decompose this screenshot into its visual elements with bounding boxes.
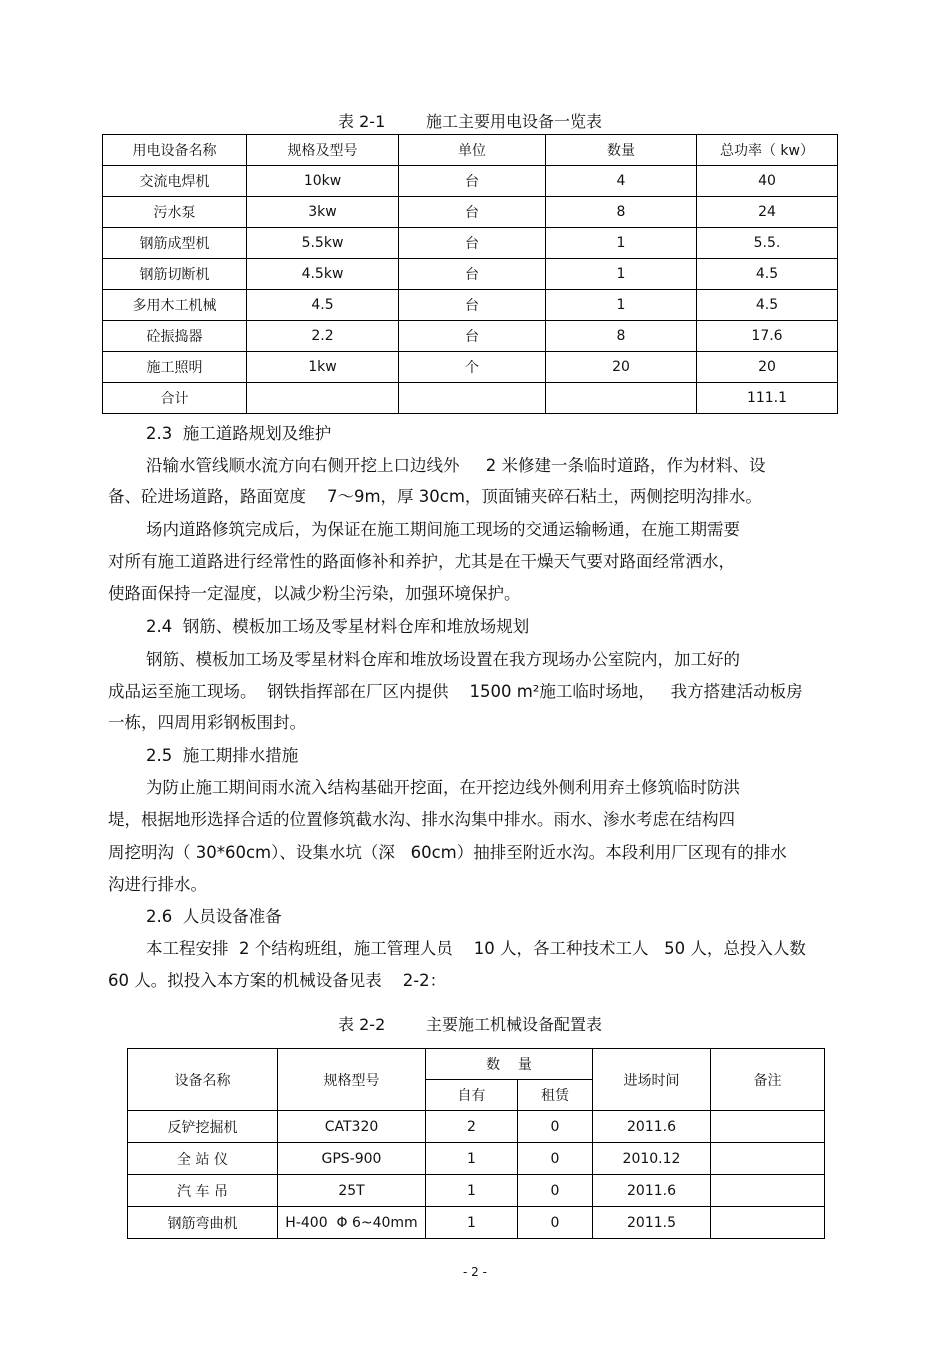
paragraph-line: 沿输水管线顺水流方向右侧开挖上口边线外 2 米修建一条临时道路，作为材料、设 xyxy=(146,456,766,475)
table-row xyxy=(103,321,838,352)
table-cell xyxy=(399,383,546,414)
paragraph-line: 钢筋、模板加工场及零星材料仓库和堆放场设置在我方现场办公室院内，加工好的 xyxy=(146,650,740,669)
header-cell: 数量 xyxy=(546,135,697,166)
header-cell: 自有 xyxy=(426,1080,518,1111)
table-cell: 40 xyxy=(697,166,838,197)
table-cell: 合计 xyxy=(103,383,247,414)
table-row xyxy=(103,197,838,228)
table-cell: 24 xyxy=(697,197,838,228)
header-cell: 规格型号 xyxy=(278,1049,426,1111)
table-cell: 砼振捣器 xyxy=(103,321,247,352)
table-cell: H-400 Φ 6~40mm xyxy=(278,1207,426,1239)
table-row xyxy=(103,228,838,259)
table-cell xyxy=(711,1175,825,1207)
header-cell: 总功率（ kw） xyxy=(697,135,838,166)
section-2-3-title: 2.3 施工道路规划及维护 xyxy=(146,424,332,443)
table-cell: 台 xyxy=(399,166,546,197)
table-cell: 10kw xyxy=(247,166,399,197)
paragraph-line: 一栋，四周用彩钢板围封。 xyxy=(108,713,306,732)
table-cell: 1kw xyxy=(247,352,399,383)
table-cell: 台 xyxy=(399,321,546,352)
table-cell xyxy=(711,1143,825,1175)
table-cell: 交流电焊机 xyxy=(103,166,247,197)
table-cell: 个 xyxy=(399,352,546,383)
table-cell: 5.5kw xyxy=(247,228,399,259)
header-cell: 进场时间 xyxy=(593,1049,711,1111)
header-cell: 租赁 xyxy=(518,1080,593,1111)
table-row xyxy=(103,166,838,197)
table-cell: 20 xyxy=(697,352,838,383)
table-row xyxy=(103,259,838,290)
table-cell: 台 xyxy=(399,259,546,290)
table-cell: 111.1 xyxy=(697,383,838,414)
table-header-row xyxy=(128,1049,825,1080)
header-cell: 数 量 xyxy=(426,1049,593,1080)
table-cell: 全 站 仪 xyxy=(128,1143,278,1175)
table-cell: 台 xyxy=(399,197,546,228)
table-cell: 4.5kw xyxy=(247,259,399,290)
table-cell: 2.2 xyxy=(247,321,399,352)
table-cell: 4.5 xyxy=(247,290,399,321)
table-cell: 台 xyxy=(399,290,546,321)
table-row xyxy=(103,352,838,383)
paragraph-line: 堤，根据地形选择合适的位置修筑截水沟、排水沟集中排水。雨水、渗水考虑在结构四 xyxy=(108,810,735,829)
paragraph-line: 沟进行排水。 xyxy=(108,875,207,894)
paragraph-line: 为防止施工期间雨水流入结构基础开挖面，在开挖边线外侧利用弃土修筑临时防洪 xyxy=(146,778,740,797)
table-cell: 2 xyxy=(426,1111,518,1143)
table1-caption: 表 2-1 施工主要用电设备一览表 xyxy=(338,112,602,131)
table-row xyxy=(128,1111,825,1143)
table-cell: 汽 车 吊 xyxy=(128,1175,278,1207)
table-cell: 2011.6 xyxy=(593,1111,711,1143)
table-cell: 20 xyxy=(546,352,697,383)
table-row xyxy=(103,290,838,321)
table-cell: 1 xyxy=(426,1207,518,1239)
table-cell: 1 xyxy=(546,228,697,259)
table-cell: 1 xyxy=(546,259,697,290)
table-cell: 0 xyxy=(518,1207,593,1239)
header-cell: 单位 xyxy=(399,135,546,166)
table-cell: 2011.5 xyxy=(593,1207,711,1239)
table-cell: 4 xyxy=(546,166,697,197)
header-cell: 用电设备名称 xyxy=(103,135,247,166)
paragraph-line: 对所有施工道路进行经常性的路面修补和养护，尤其是在干燥天气要对路面经常洒水， xyxy=(108,552,735,571)
paragraph-line: 使路面保持一定湿度，以减少粉尘污染，加强环境保护。 xyxy=(108,584,521,603)
table-cell: 2011.6 xyxy=(593,1175,711,1207)
table-cell: 1 xyxy=(426,1175,518,1207)
table-cell: 4.5 xyxy=(697,290,838,321)
paragraph-line: 成品运至施工现场。 钢铁指挥部在厂区内提供 1500 m²施工临时场地， 我方搭建活动板房 xyxy=(108,682,803,701)
table-cell: 反铲挖掘机 xyxy=(128,1111,278,1143)
table-cell: CAT320 xyxy=(278,1111,426,1143)
table-cell: 8 xyxy=(546,197,697,228)
paragraph-line: 本工程安排 2 个结构班组，施工管理人员 10 人，各工种技术工人 50 人，总投入人数 xyxy=(146,939,806,958)
table-cell: 25T xyxy=(278,1175,426,1207)
table-cell: 0 xyxy=(518,1175,593,1207)
power-equipment-table xyxy=(102,134,838,414)
table-row xyxy=(128,1207,825,1239)
table-cell xyxy=(711,1111,825,1143)
table-cell: 17.6 xyxy=(697,321,838,352)
paragraph-line: 周挖明沟（ 30*60cm）、设集水坑（深 60cm）抽排至附近水沟。本段利用厂区现有的排水 xyxy=(108,843,787,862)
table-cell: 钢筋切断机 xyxy=(103,259,247,290)
table-cell: 1 xyxy=(426,1143,518,1175)
table-cell: 钢筋弯曲机 xyxy=(128,1207,278,1239)
table-row xyxy=(128,1143,825,1175)
table-cell xyxy=(546,383,697,414)
machinery-table xyxy=(127,1048,825,1239)
table-cell: 1 xyxy=(546,290,697,321)
table-cell: 2010.12 xyxy=(593,1143,711,1175)
table-cell: 施工照明 xyxy=(103,352,247,383)
table-cell: 台 xyxy=(399,228,546,259)
table-total-row xyxy=(103,383,838,414)
page-number: - 2 - xyxy=(463,1265,487,1279)
header-cell: 规格及型号 xyxy=(247,135,399,166)
table-cell: 0 xyxy=(518,1111,593,1143)
header-cell: 备注 xyxy=(711,1049,825,1111)
header-cell: 设备名称 xyxy=(128,1049,278,1111)
table-cell: GPS-900 xyxy=(278,1143,426,1175)
table-cell: 8 xyxy=(546,321,697,352)
paragraph-line: 60 人。拟投入本方案的机械设备见表 2-2： xyxy=(108,971,447,990)
table-header-row xyxy=(103,135,838,166)
section-2-6-title: 2.6 人员设备准备 xyxy=(146,907,282,926)
section-2-5-title: 2.5 施工期排水措施 xyxy=(146,746,299,765)
section-2-4-title: 2.4 钢筋、模板加工场及零星材料仓库和堆放场规划 xyxy=(146,617,530,636)
table-cell: 5.5. xyxy=(697,228,838,259)
table-cell: 污水泵 xyxy=(103,197,247,228)
table-cell: 0 xyxy=(518,1143,593,1175)
paragraph-line: 备、砼进场道路，路面宽度 7～9m，厚 30cm，顶面铺夹碎石粘土，两侧挖明沟排水。 xyxy=(108,487,762,506)
table-cell: 钢筋成型机 xyxy=(103,228,247,259)
table-cell: 4.5 xyxy=(697,259,838,290)
table-cell xyxy=(711,1207,825,1239)
table-row xyxy=(128,1175,825,1207)
table-cell: 多用木工机械 xyxy=(103,290,247,321)
table-cell: 3kw xyxy=(247,197,399,228)
table-cell xyxy=(247,383,399,414)
paragraph-line: 场内道路修筑完成后，为保证在施工期间施工现场的交通运输畅通，在施工期需要 xyxy=(146,520,740,539)
table2-caption: 表 2-2 主要施工机械设备配置表 xyxy=(338,1015,602,1034)
